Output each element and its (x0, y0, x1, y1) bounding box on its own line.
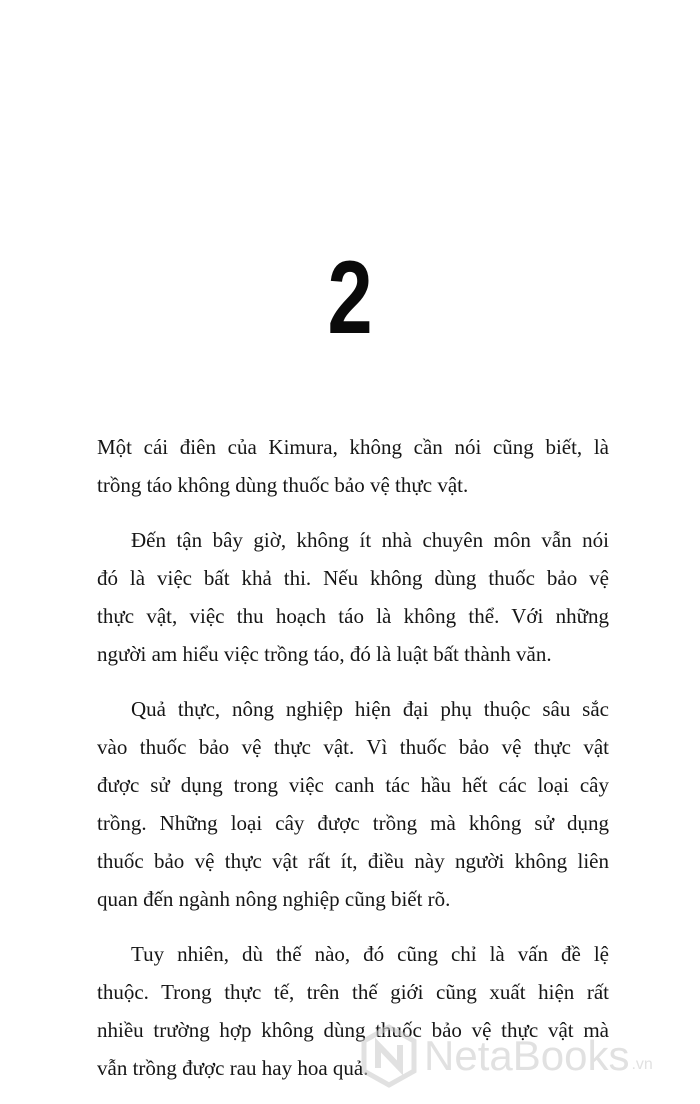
text-line: vào thuốc bảo vệ thực vật. Vì thuốc bảo vệ thực vật (97, 735, 609, 759)
text-line: người am hiểu việc trồng táo, đó là luật bất thành văn. (97, 642, 552, 666)
text-line: vẫn trồng được rau hay hoa quả. (97, 1056, 369, 1080)
text-line: thực vật, việc thu hoạch táo là không thể. Với những (97, 604, 609, 628)
paragraph (97, 690, 609, 918)
text-line: quan đến ngành nông nghiệp cũng biết rõ. (97, 887, 451, 911)
text-line: Một cái điên của Kimura, không cần nói cũng biết, là (97, 435, 609, 459)
text-line: thuốc bảo vệ thực vật rất ít, điều này người không liên (97, 849, 609, 873)
watermark-suffix: .vn (631, 1056, 653, 1073)
text-line: Đến tận bây giờ, không ít nhà chuyên môn vẫn nói (131, 528, 609, 552)
text-line: đó là việc bất khả thi. Nếu không dùng thuốc bảo vệ (97, 566, 609, 590)
text-line: Tuy nhiên, dù thế nào, đó cũng chỉ là vấn đề lệ (131, 942, 609, 966)
text-line: trồng táo không dùng thuốc bảo vệ thực vật. (97, 473, 469, 497)
paragraph (97, 428, 609, 504)
text-line: thuộc. Trong thực tế, trên thế giới cũng xuất hiện rất (97, 980, 609, 1004)
netabooks-logo-icon (360, 1024, 418, 1088)
chapter-body (97, 428, 609, 1104)
paragraph (97, 521, 609, 673)
text-line: nhiều trường hợp không dùng thuốc bảo vệ thực vật mà (97, 1018, 609, 1042)
watermark (360, 1024, 700, 1088)
watermark-brand: NetaBooks (424, 1032, 630, 1079)
text-line: trồng. Những loại cây được trồng mà không sử dụng (97, 811, 609, 835)
chapter-number: 2 (327, 240, 373, 356)
text-line: được sử dụng trong việc canh tác hầu hết các loại cây (97, 773, 609, 797)
text-line: Quả thực, nông nghiệp hiện đại phụ thuộc sâu sắc (131, 697, 609, 721)
